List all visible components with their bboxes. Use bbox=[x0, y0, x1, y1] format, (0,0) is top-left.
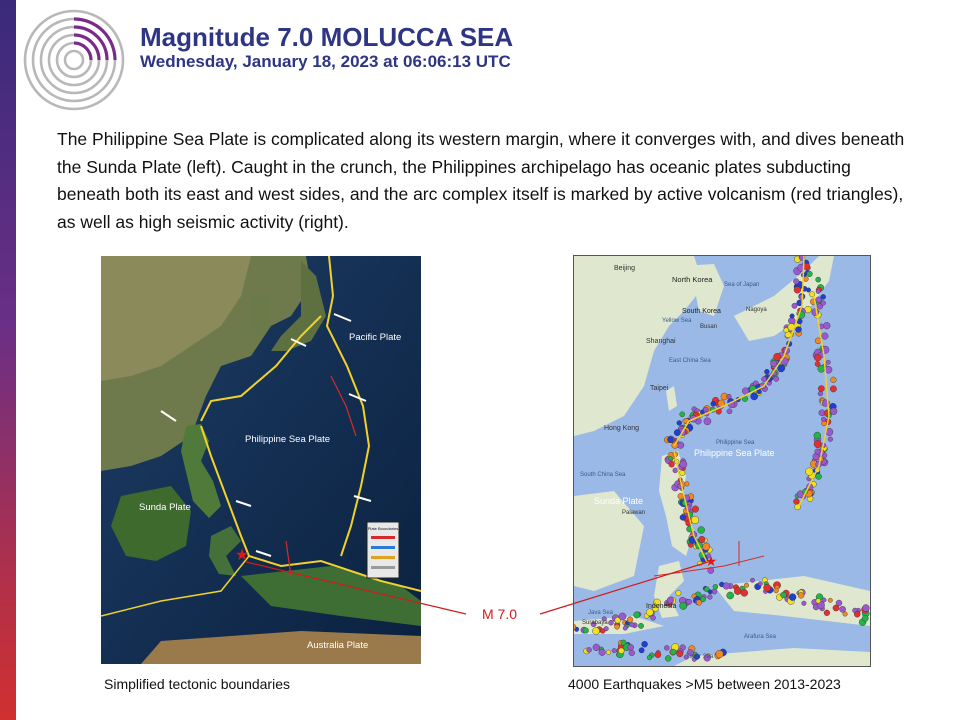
label-surabaya: Surabaya bbox=[582, 620, 608, 626]
label-philippine-sea-plate: Philippine Sea Plate bbox=[245, 434, 331, 445]
right-map-caption: 4000 Earthquakes >M5 between 2013-2023 bbox=[568, 676, 841, 692]
label-taipei: Taipei bbox=[650, 385, 669, 392]
label-timor-sea: Timor Sea bbox=[686, 654, 714, 660]
label-sunda-plate-right: Sunda Plate bbox=[594, 496, 644, 506]
label-philippine-sea: Philippine Sea bbox=[716, 440, 755, 446]
legend-title: Plate Boundaries bbox=[367, 526, 399, 531]
epicenter-star-icon-right: ★ bbox=[704, 553, 718, 569]
left-map-caption: Simplified tectonic boundaries bbox=[104, 676, 290, 692]
label-hong-kong: Hong Kong bbox=[604, 425, 640, 432]
page-title: Magnitude 7.0 MOLUCCA SEA bbox=[140, 22, 514, 52]
label-shanghai: Shanghai bbox=[646, 338, 676, 345]
label-nagoya: Nagoya bbox=[746, 307, 767, 313]
label-arafura-sea: Arafura Sea bbox=[744, 634, 777, 640]
magnitude-label: M 7.0 bbox=[482, 606, 518, 622]
label-java-sea: Java Sea bbox=[588, 610, 614, 616]
label-yellow-sea: Yellow Sea bbox=[662, 318, 692, 324]
label-north-korea: North Korea bbox=[672, 275, 713, 284]
label-indonesia: Indonesia bbox=[646, 603, 677, 610]
label-east-china-sea: East China Sea bbox=[669, 358, 711, 364]
label-busan: Busan bbox=[700, 324, 718, 330]
label-sunda-plate: Sunda Plate bbox=[139, 502, 191, 513]
label-palawan: Palawan bbox=[622, 510, 646, 516]
label-south-korea: South Korea bbox=[682, 308, 721, 315]
epicenter-star-icon: ★ bbox=[234, 547, 250, 564]
label-australia-plate: Australia Plate bbox=[307, 640, 369, 651]
event-datetime: Wednesday, January 18, 2023 at 06:06:13 UTC bbox=[140, 52, 511, 71]
label-sea-of-japan: Sea of Japan bbox=[724, 282, 760, 288]
label-beijing: Beijing bbox=[614, 265, 636, 272]
description-paragraph: The Philippine Sea Plate is complicated along its western margin, where it converges with, and dives beneath the Sunda Plate (left). Caught in the crunch, the Philippines archipelago has oceanic plates subducting beneath both its east and west sides, and the arc complex itself is marked by active volcanism (red triangles), as well as high seismic activity (right). bbox=[57, 129, 905, 232]
label-pacific-plate: Pacific Plate bbox=[349, 332, 402, 343]
label-philippine-sea-plate-right: Philippine Sea Plate bbox=[694, 448, 775, 458]
label-south-china-sea: South China Sea bbox=[580, 472, 626, 478]
